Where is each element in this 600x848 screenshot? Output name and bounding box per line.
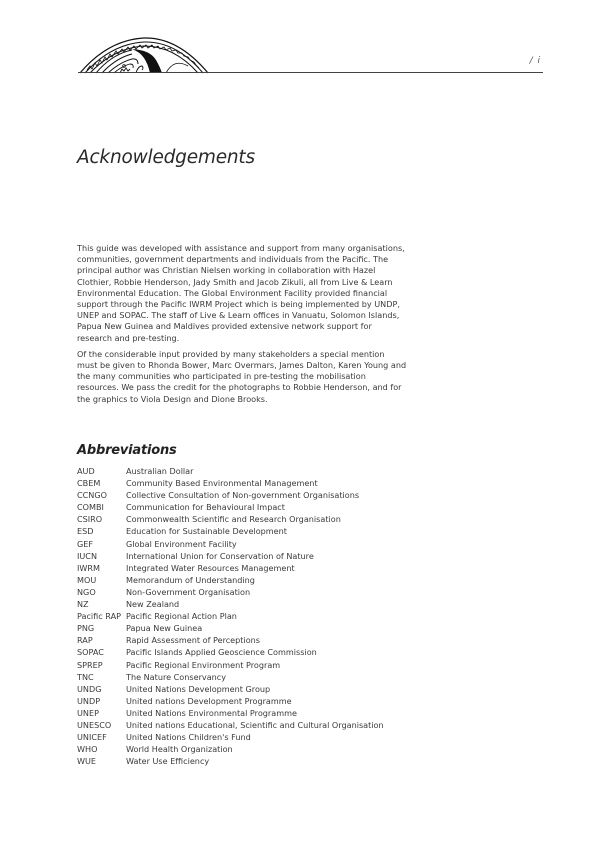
abbreviation-row [77, 646, 407, 658]
abbreviation-row [77, 489, 407, 501]
abbreviation-row [77, 525, 407, 537]
abbreviation-row [77, 586, 407, 598]
abbreviation-row [77, 671, 407, 683]
abbreviation-code: IWRM [77, 562, 100, 573]
abbreviations-list [77, 465, 407, 767]
abbreviation-row [77, 695, 407, 707]
abbreviation-code: CCNGO [77, 490, 107, 501]
abbreviation-code: NZ [77, 599, 89, 610]
abbreviation-code: RAP [77, 635, 93, 646]
abbreviation-code: AUD [77, 466, 95, 476]
abbreviation-definition: Non-Government Organisation [126, 586, 251, 597]
abbreviation-definition: Papua New Guinea [126, 623, 203, 634]
abbreviation-code: UNESCO [77, 719, 112, 730]
abbreviation-row [77, 731, 407, 743]
abbreviation-definition: Communication for Behavioural Impact [126, 502, 285, 513]
abbreviation-definition: The Nature Conservancy [126, 671, 227, 682]
abbreviation-code: UNDG [77, 683, 102, 694]
abbreviation-definition: World Health Organization [126, 744, 233, 755]
paragraph: This guide was developed with assistance and support from many organisations, communities, government departments and individuals from the Pacific. The principal author was Christian Nielsen working in collaboration with Hazel Clothier, Robbie Henderson, Jady Smith and Jacob Zikuli, all from Live & Learn Environmental Education. The Global Environment Facility provided financial support through the Pacific IWRM Project which is being implemented by UNDP, UNEP and SOPAC. The staff of Live & Learn offices in Vanuatu, Solomon Islands, Papua New Guinea and Maldives provided extensive network support for research and pre-testing. [77, 243, 405, 343]
page-title: Acknowledgements [77, 147, 255, 168]
abbreviation-definition: Pacific Regional Environment Program [126, 659, 281, 670]
abbreviation-definition: Global Environment Facility [126, 538, 237, 549]
header-rule [78, 72, 543, 73]
abbreviation-definition: United Nations Development Group [126, 683, 271, 694]
abbreviation-definition: Commonwealth Scientific and Research Organisation [126, 514, 341, 525]
abbreviation-definition: Australian Dollar [126, 466, 194, 476]
abbreviation-row [77, 755, 407, 767]
abbreviation-row [77, 465, 407, 477]
abbreviation-row [77, 574, 407, 586]
abbreviation-row [77, 550, 407, 562]
tribal-ornament-icon [78, 36, 210, 74]
paragraph: Of the considerable input provided by many stakeholders a special mention must be given to Rhonda Bower, Marc Overmars, James Dalton, Karen Young and the many communities who participated in pre-testing the mobilisation resources. We pass the credit for the photographs to Robbie Henderson, and for the graphics to Viola Design and Dione Brooks. [77, 348, 407, 404]
acknowledgements-body [77, 243, 407, 410]
abbreviation-definition: International Union for Conservation of Nature [126, 550, 314, 561]
abbreviation-definition: Memorandum of Understanding [126, 574, 255, 585]
abbreviation-code: SOPAC [77, 647, 104, 658]
abbreviation-code: NGO [77, 586, 96, 597]
abbreviation-row [77, 683, 407, 695]
abbreviation-definition: Rapid Assessment of Perceptions [126, 635, 261, 646]
abbreviation-row [77, 659, 407, 671]
abbreviation-definition: Integrated Water Resources Management [126, 562, 295, 573]
abbreviation-code: COMBI [77, 502, 104, 513]
abbreviation-row [77, 513, 407, 525]
abbreviation-row [77, 634, 407, 646]
abbreviation-row [77, 610, 407, 622]
page-number: / i [529, 56, 541, 66]
abbreviation-row [77, 562, 407, 574]
abbreviation-definition: United nations Educational, Scientific and Cultural Organisation [126, 719, 384, 730]
abbreviation-code: GEF [77, 538, 94, 549]
abbreviation-row [77, 707, 407, 719]
abbreviation-code: CBEM [77, 478, 101, 489]
abbreviation-definition: Pacific Regional Action Plan [126, 611, 237, 622]
abbreviation-code: UNICEF [77, 732, 107, 743]
abbreviation-code: MOU [77, 574, 97, 585]
abbreviation-definition: United nations Development Programme [126, 695, 292, 706]
abbreviation-code: CSIRO [77, 514, 103, 525]
abbreviation-row [77, 743, 407, 755]
abbreviation-row [77, 598, 407, 610]
abbreviation-definition: United Nations Children's Fund [126, 732, 251, 743]
abbreviation-definition: Collective Consultation of Non-government Organisations [126, 490, 360, 501]
abbreviation-definition: United Nations Environmental Programme [126, 707, 297, 718]
abbreviation-code: ESD [77, 526, 94, 537]
abbreviation-row [77, 477, 407, 489]
abbreviation-definition: Community Based Environmental Management [126, 478, 318, 489]
abbreviation-definition: Pacific Islands Applied Geoscience Commission [126, 647, 317, 658]
abbreviation-code: Pacific RAP [77, 611, 122, 622]
abbreviations-heading: Abbreviations [77, 443, 177, 458]
abbreviation-code: TNC [77, 671, 94, 682]
abbreviation-row [77, 719, 407, 731]
abbreviation-code: UNEP [77, 707, 99, 718]
abbreviation-code: PNG [77, 623, 95, 634]
abbreviation-row [77, 501, 407, 513]
abbreviation-definition: New Zealand [126, 599, 180, 610]
abbreviation-code: WHO [77, 744, 98, 755]
abbreviation-definition: Water Use Efficiency [126, 756, 210, 767]
abbreviation-code: SPREP [77, 659, 103, 670]
abbreviation-row [77, 538, 407, 550]
abbreviation-code: UNDP [77, 695, 101, 706]
abbreviation-code: IUCN [77, 550, 98, 561]
abbreviation-row [77, 622, 407, 634]
abbreviation-definition: Education for Sustainable Development [126, 526, 287, 537]
page-header [78, 36, 543, 76]
abbreviation-code: WUE [77, 756, 97, 767]
